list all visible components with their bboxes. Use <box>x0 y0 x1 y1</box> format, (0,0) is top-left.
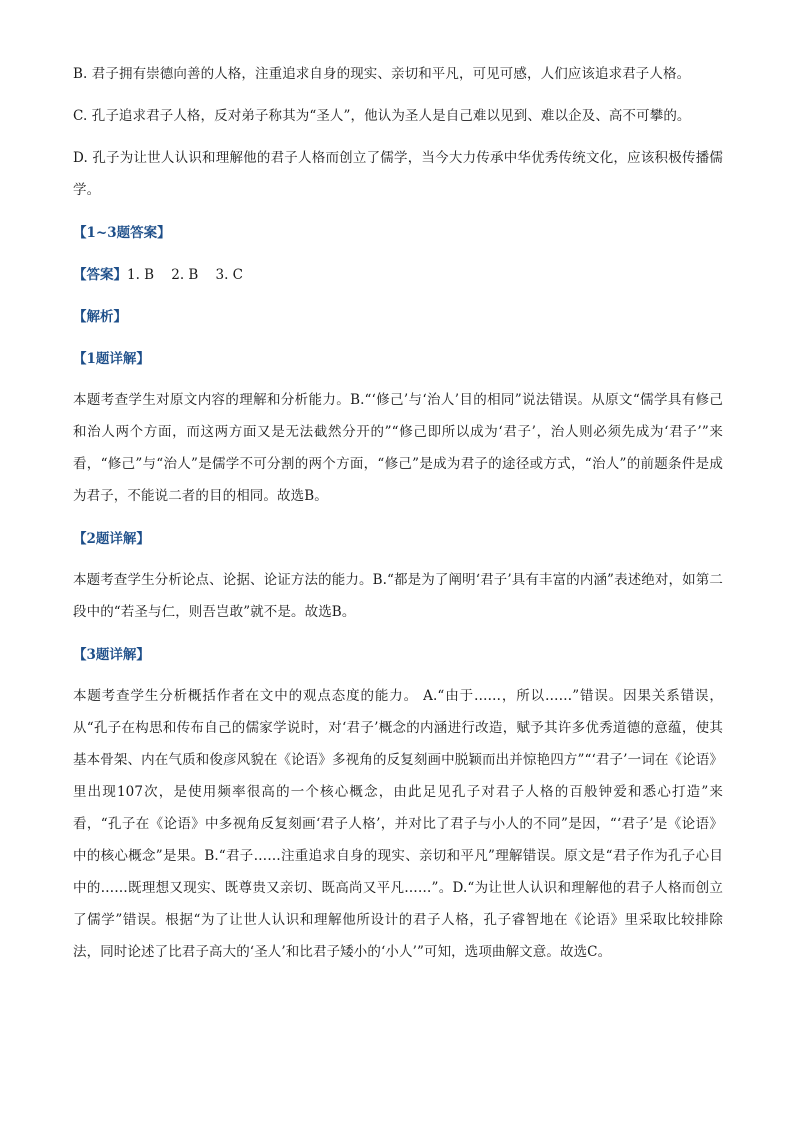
analysis-header: 【解析】 <box>73 309 127 325</box>
q1-header: 【1题详解】 <box>73 351 150 367</box>
q3-header: 【3题详解】 <box>73 647 150 663</box>
answer-values: 1. B 2. B 3. C <box>127 267 244 283</box>
option-d: D. 孔子为让世人认识和理解他的君子人格而创立了儒学，当今大力传承中华优秀传统文化，应该积极传播儒学。 <box>73 150 723 198</box>
q2-explanation: 本题考查学生分析论点、论据、论证方法的能力。B.“都是为了阐明‘君子’具有丰富的内涵”表述绝对，如第二段中的“若圣与仁，则吾岂敢”就不是。故选B。 <box>73 572 723 620</box>
q1-explanation: 本题考查学生对原文内容的理解和分析能力。B.“‘修己’与‘治人’目的相同”说法错误。从原文“儒学具有修己和治人两个方面，而这两方面又是无法截然分开的”“修己即所以成为‘君子’，治人则必须先成为‘君子’”来看，“修己”与“治人”是儒学不可分割的两个方面，“修己”是成为君子的途径或方式，“治人”的前题条件是成为君子，不能说二者的目的相同。故选B。 <box>73 392 723 504</box>
option-b: B. 君子拥有崇德向善的人格，注重追求自身的现实、亲切和平凡，可见可感，人们应该追求君子人格。 <box>73 66 691 82</box>
answer-line <box>73 264 723 286</box>
q3-explanation: 本题考查学生分析概括作者在文中的观点态度的能力。 A.“由于……，所以……”错误。因果关系错误，从“孔子在构思和传布自己的儒家学说时，对‘君子’概念的内涵进行改造，赋予其许多优秀道德的意蕴，使其基本骨架、内在气质和俊彦风貌在《论语》多视角的反复刻画中脱颖而出并惊艳四方”“‘君子’一词在《论语》里出现107次，是使用频率很高的一个核心概念，由此足见孔子对君子人格的百般钟爱和悉心打造”来看，“孔子在《论语》中多视角反复刻画‘君子人格’，并对比了君子与小人的不同”是因，“‘君子’是《论语》中的核心概念”是果。B.“君子……注重追求自身的现实、亲切和平凡”理解错误。原文是“君子作为孔子心目中的……既理想又现实、既尊贵又亲切、既高尚又平凡……”。D.“为让世人认识和理解他的君子人格而创立了儒学”错误。根据“为了让世人认识和理解他所设计的君子人格，孔子睿智地在《论语》里采取比较排除法，同时论述了比君子高大的‘圣人’和比君子矮小的‘小人’”可知，选项曲解文意。故选C。 <box>73 688 723 960</box>
answer-tag: 【答案】 <box>73 267 127 283</box>
option-c: C. 孔子追求君子人格，反对弟子称其为“圣人”，他认为圣人是自己难以见到、难以企及、高不可攀的。 <box>73 108 691 124</box>
answer-header: 【1~3题答案】 <box>73 225 171 241</box>
q2-header: 【2题详解】 <box>73 531 150 547</box>
document-page <box>73 58 723 978</box>
